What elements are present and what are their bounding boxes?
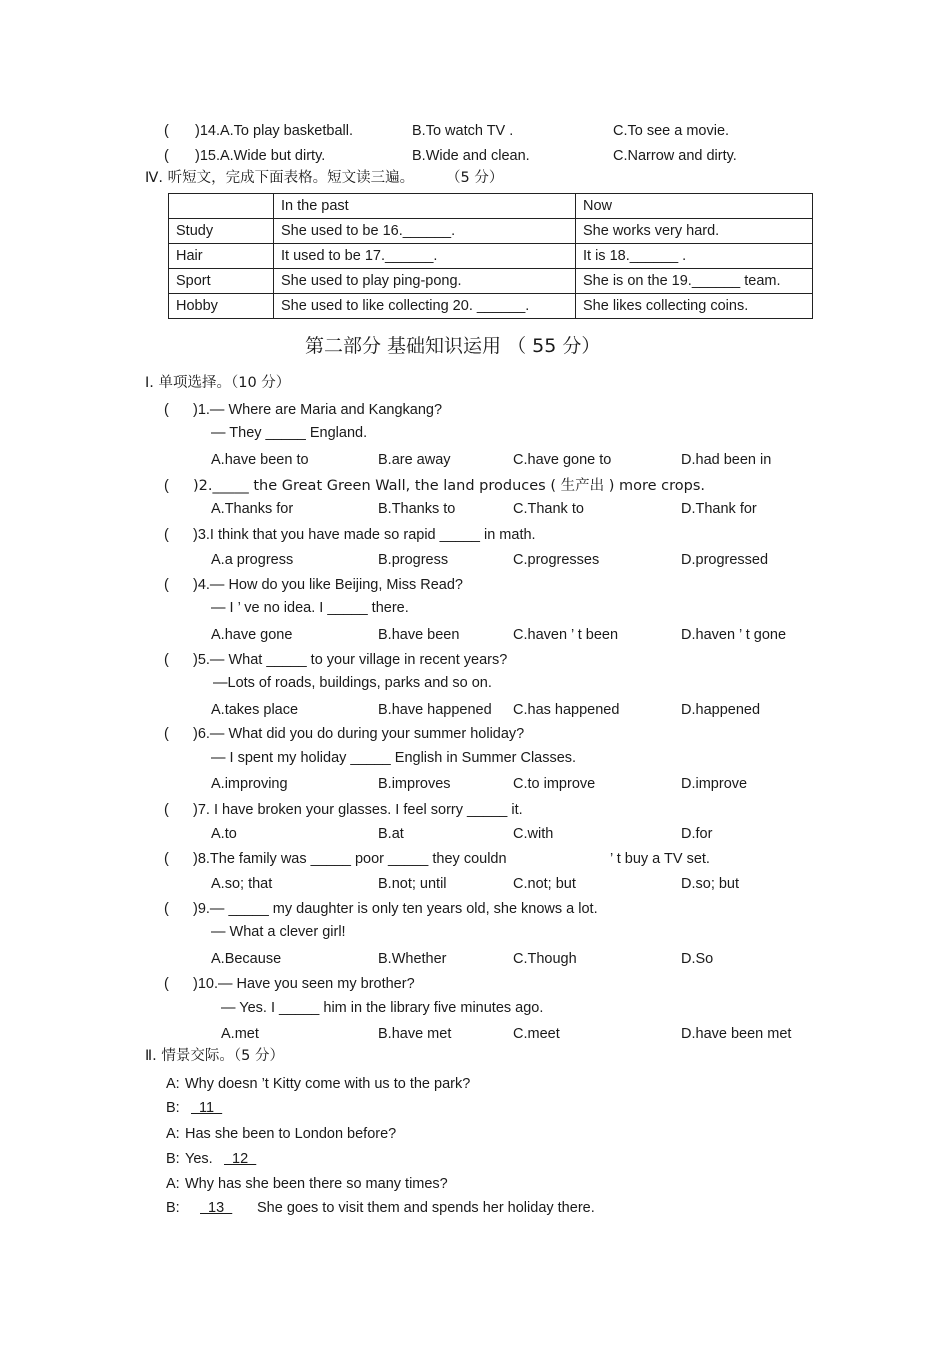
option-6-d: D.improve bbox=[681, 776, 748, 792]
option-8-d: D.so; but bbox=[681, 876, 740, 892]
question-7: )7. I have broken your glasses. I feel sorry _____ it. bbox=[193, 802, 523, 818]
option-8-a: A.so; that bbox=[211, 876, 273, 892]
option-1-a: A.have been to bbox=[211, 452, 309, 468]
option-5-d: D.happened bbox=[681, 702, 761, 718]
option-6-b: B.improves bbox=[378, 776, 451, 792]
table-header-cell: Now bbox=[576, 194, 813, 219]
table-cell: She used to be 16.______. bbox=[274, 219, 576, 244]
option-4-d: D.haven ’ t gone bbox=[681, 627, 787, 643]
option-14-b: B.To watch TV . bbox=[412, 123, 514, 139]
table-cell: She used to play ping-pong. bbox=[274, 269, 576, 294]
question-6-line-2: — I spent my holiday _____ English in Summer Classes. bbox=[211, 750, 577, 766]
option-3-a: A.a progress bbox=[211, 552, 294, 568]
paren-5: ( bbox=[164, 652, 169, 668]
table-row bbox=[169, 219, 813, 244]
table-cell: Hobby bbox=[169, 294, 274, 319]
paren-15: ( bbox=[164, 148, 169, 164]
dialog-speaker: A: bbox=[166, 1176, 180, 1192]
question-9-line-2: — What a clever girl! bbox=[211, 924, 346, 940]
section-4-heading: Ⅳ. 听短文，完成下面表格。短文读三遍。 bbox=[145, 170, 415, 186]
option-4-a: A.have gone bbox=[211, 627, 293, 643]
table-cell: Sport bbox=[169, 269, 274, 294]
dialog-blank-13: 13 bbox=[200, 1200, 233, 1216]
option-7-d: D.for bbox=[681, 826, 713, 842]
option-1-c: C.have gone to bbox=[513, 452, 612, 468]
question-1-line-2: — They _____ England. bbox=[211, 425, 368, 441]
table-cell: She works very hard. bbox=[576, 219, 813, 244]
dialog-speaker: B: bbox=[166, 1151, 180, 1167]
table-cell: She is on the 19.______ team. bbox=[576, 269, 813, 294]
paren-10: ( bbox=[164, 976, 169, 992]
dialog-line: She goes to visit them and spends her holiday there. bbox=[257, 1200, 595, 1216]
table-row bbox=[169, 294, 813, 319]
option-9-b: B.Whether bbox=[378, 951, 447, 967]
section-4-score: （5 分） bbox=[446, 170, 504, 186]
section-1-heading: Ⅰ. 单项选择。（10 分） bbox=[145, 375, 291, 391]
paren-3: ( bbox=[164, 527, 169, 543]
option-3-d: D.progressed bbox=[681, 552, 769, 568]
option-3-b: B.progress bbox=[378, 552, 449, 568]
option-9-a: A.Because bbox=[211, 951, 282, 967]
table-header-row bbox=[169, 194, 813, 219]
table-cell: It used to be 17.______. bbox=[274, 244, 576, 269]
question-14: )14.A.To play basketball. bbox=[195, 123, 353, 139]
dialog-line: Why doesn ’t Kitty come with us to the park? bbox=[185, 1076, 471, 1092]
question-5: )5.— What _____ to your village in recent years? bbox=[193, 652, 508, 668]
table-cell: She used to like collecting 20. ______. bbox=[274, 294, 576, 319]
dialog-blank-12: 12 bbox=[224, 1151, 257, 1167]
option-9-d: D.So bbox=[681, 951, 714, 967]
dialog-speaker: A: bbox=[166, 1076, 180, 1092]
option-15-c: C.Narrow and dirty. bbox=[613, 148, 737, 164]
option-4-c: C.haven ’ t been bbox=[513, 627, 619, 643]
option-6-a: A.improving bbox=[211, 776, 288, 792]
table-row bbox=[169, 244, 813, 269]
question-3: )3.I think that you have made so rapid _____ in math. bbox=[193, 527, 536, 543]
question-10: )10.— Have you seen my brother? bbox=[193, 976, 415, 992]
question-9: )9.— _____ my daughter is only ten years old, she knows a lot. bbox=[193, 901, 598, 917]
paren-2: ( bbox=[164, 478, 169, 494]
option-10-c: C.meet bbox=[513, 1026, 560, 1042]
option-10-b: B.have met bbox=[378, 1026, 452, 1042]
table-cell: Hair bbox=[169, 244, 274, 269]
question-8: )8.The family was _____ poor _____ they couldn bbox=[193, 851, 507, 867]
table-row bbox=[169, 269, 813, 294]
table-cell: Study bbox=[169, 219, 274, 244]
option-10-a: A.met bbox=[221, 1026, 259, 1042]
option-7-a: A.to bbox=[211, 826, 237, 842]
dialog-speaker: B: bbox=[166, 1200, 180, 1216]
option-2-a: A.Thanks for bbox=[211, 501, 294, 517]
question-1: )1.— Where are Maria and Kangkang? bbox=[193, 402, 443, 418]
question-4-line-2: — I ’ ve no idea. I _____ there. bbox=[211, 600, 409, 616]
option-2-c: C.Thank to bbox=[513, 501, 584, 517]
question-4: )4.— How do you like Beijing, Miss Read? bbox=[193, 577, 463, 593]
section-2-heading: Ⅱ. 情景交际。（5 分） bbox=[145, 1048, 284, 1064]
dialog-speaker: A: bbox=[166, 1126, 180, 1142]
dialog-line: Has she been to London before? bbox=[185, 1126, 397, 1142]
question-10-line-2: — Yes. I _____ him in the library five minutes ago. bbox=[221, 1000, 544, 1016]
option-9-c: C.Though bbox=[513, 951, 577, 967]
paren-1: ( bbox=[164, 402, 169, 418]
paren-14: ( bbox=[164, 123, 169, 139]
dialog-line: Why has she been there so many times? bbox=[185, 1176, 448, 1192]
question-8-tail: ’ t buy a TV set. bbox=[610, 851, 710, 867]
part-2-title: 第二部分 基础知识运用 （ 55 分） bbox=[305, 335, 601, 357]
option-3-c: C.progresses bbox=[513, 552, 600, 568]
paren-8: ( bbox=[164, 851, 169, 867]
option-8-b: B.not; until bbox=[378, 876, 447, 892]
option-7-b: B.at bbox=[378, 826, 404, 842]
paren-9: ( bbox=[164, 901, 169, 917]
option-7-c: C.with bbox=[513, 826, 554, 842]
question-6: )6.— What did you do during your summer holiday? bbox=[193, 726, 525, 742]
dialog-blank-11: 11 bbox=[191, 1100, 223, 1116]
dialog-line-prefix: Yes. bbox=[185, 1151, 213, 1167]
listening-table bbox=[168, 193, 813, 319]
option-5-c: C.has happened bbox=[513, 702, 620, 718]
table-cell: She likes collecting coins. bbox=[576, 294, 813, 319]
option-2-d: D.Thank for bbox=[681, 501, 757, 517]
question-2: )2._____ the Great Green Wall, the land produces ( 生产出 ) more crops. bbox=[193, 478, 705, 494]
table-header-cell bbox=[169, 194, 274, 219]
dialog-speaker: B: bbox=[166, 1100, 180, 1116]
option-1-d: D.had been in bbox=[681, 452, 772, 468]
option-5-b: B.have happened bbox=[378, 702, 492, 718]
paren-4: ( bbox=[164, 577, 169, 593]
option-1-b: B.are away bbox=[378, 452, 451, 468]
paren-7: ( bbox=[164, 802, 169, 818]
option-10-d: D.have been met bbox=[681, 1026, 792, 1042]
question-5-line-2: —Lots of roads, buildings, parks and so on. bbox=[213, 675, 492, 691]
table-cell: It is 18.______ . bbox=[576, 244, 813, 269]
table-header-cell: In the past bbox=[274, 194, 576, 219]
option-14-c: C.To see a movie. bbox=[613, 123, 730, 139]
option-15-b: B.Wide and clean. bbox=[412, 148, 530, 164]
paren-6: ( bbox=[164, 726, 169, 742]
option-2-b: B.Thanks to bbox=[378, 501, 456, 517]
option-4-b: B.have been bbox=[378, 627, 460, 643]
question-15: )15.A.Wide but dirty. bbox=[195, 148, 326, 164]
option-5-a: A.takes place bbox=[211, 702, 299, 718]
option-6-c: C.to improve bbox=[513, 776, 596, 792]
option-8-c: C.not; but bbox=[513, 876, 576, 892]
